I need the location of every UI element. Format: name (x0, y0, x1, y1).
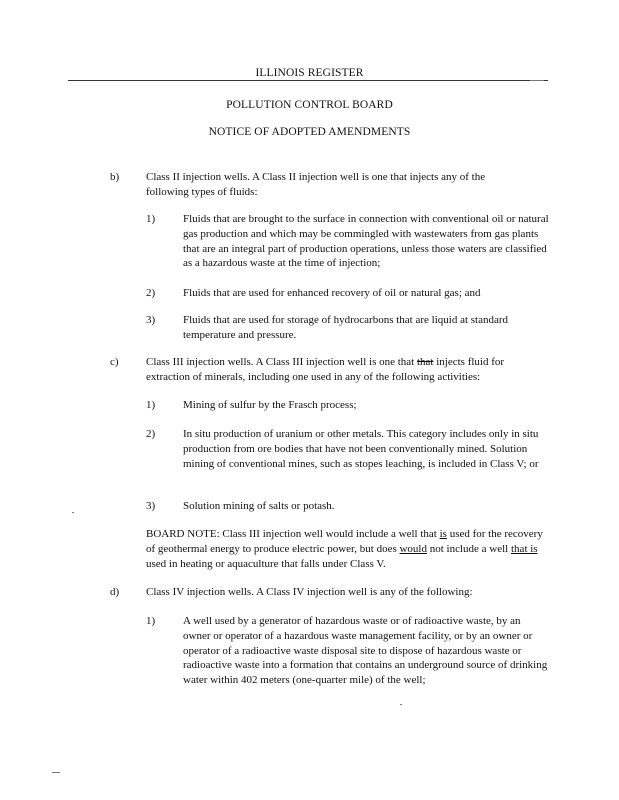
register-title: ILLINOIS REGISTER (255, 67, 364, 79)
section-d-text: Class IV injection wells. A Class IV injection well is any of the following: (146, 586, 473, 598)
section-c-text (146, 355, 548, 385)
section-c-text-part: Class III injection wells. A Class III injection well is one that (146, 356, 417, 368)
section-b-label: b) (110, 171, 120, 183)
section-b-item3-text: Fluids that are used for storage of hydrocarbons that are liquid at standard temperature and pressure. (183, 314, 509, 341)
board-note-part: used in heating or aquaculture that falls under Class V. (146, 557, 386, 570)
scan-speck (530, 80, 544, 81)
board-note-inserted: that is (511, 542, 538, 555)
section-b-item1-label: 1) (146, 213, 156, 225)
section-c-item3-text: Solution mining of salts or potash. (183, 500, 335, 512)
section-c-item3-label: 3) (146, 500, 156, 512)
board-title: POLLUTION CONTROL BOARD (226, 99, 393, 111)
scan-speck (400, 704, 402, 705)
board-note-part: not include a well (426, 542, 511, 555)
section-c-item2-text: In situ production of uranium or other metals. This category includes only in situ production from ore bodies that have not been conventionally mined. Solution mining of conventional mines, such as stopes leaching, is included in Class V; or (183, 428, 539, 470)
board-note-part: used for the recovery of geothermal energy to produce electric power, but does (146, 528, 543, 555)
board-note-inserted: would (399, 542, 427, 555)
section-c-text-part: injects fluid for extraction of minerals, including one used in any of the following activities: (146, 356, 505, 383)
header-rule (68, 80, 548, 81)
board-note-part: BOARD NOTE: Class III injection well would include a well that (146, 528, 440, 540)
section-b-item1-text: Fluids that are brought to the surface in connection with conventional oil or natural gas production and which may be commingled with wastewaters from gas plants that are an integral part of production operations, unless those waters are classified as a hazardous waste at the time of injection; (183, 213, 549, 270)
board-note-inserted: is (439, 528, 447, 540)
section-d-item1-label: 1) (146, 615, 156, 627)
section-d-label: d) (110, 586, 120, 598)
scan-speck (52, 772, 60, 773)
section-b-item3-label: 3) (146, 314, 156, 326)
section-c-label: c) (110, 356, 119, 368)
section-d-item1-text: A well used by a generator of hazardous waste or of radioactive waste, by an owner or operator of a hazardous waste management facility, or by an owner or operator of a radioactive waste disposal site to dispose of hazardous waste or radioactive waste into a formation that contains an underground source of drinking water within 402 meters (one-quarter mile) of the well; (183, 615, 548, 687)
section-b-item2-label: 2) (146, 287, 156, 299)
section-c-item2-label: 2) (146, 428, 156, 440)
section-c-item1-text: Mining of sulfur by the Frasch process; (183, 399, 357, 411)
section-b-item2-text: Fluids that are used for enhanced recovery of oil or natural gas; and (183, 287, 481, 299)
section-c-struck-word: that (416, 356, 434, 368)
section-b-text: Class II injection wells. A Class II injection well is one that injects any of the following types of fluids: (146, 171, 486, 198)
notice-title: NOTICE OF ADOPTED AMENDMENTS (208, 126, 411, 138)
section-c-item1-label: 1) (146, 399, 156, 411)
scan-speck (72, 512, 74, 513)
board-note (146, 527, 548, 571)
